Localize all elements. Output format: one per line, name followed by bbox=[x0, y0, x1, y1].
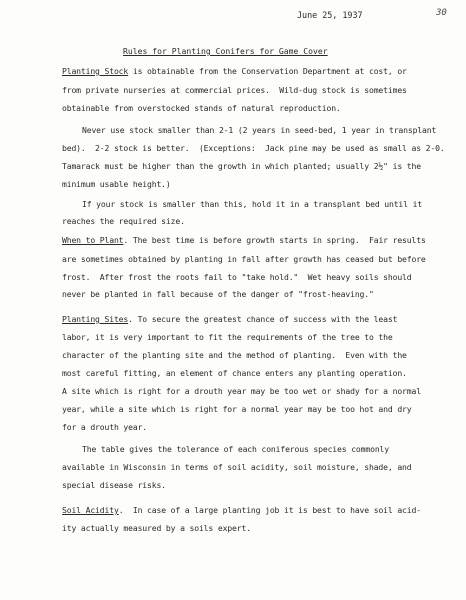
planting-stock-line-3: obtainable from overstocked stands of natural reproduction. bbox=[62, 103, 341, 113]
soil-acidity-line-2: ity actually measured by a soils expert. bbox=[62, 523, 251, 533]
table-note-line-3: special disease risks. bbox=[62, 480, 166, 490]
document-date: June 25, 1937 bbox=[297, 10, 363, 20]
when-to-plant-line-2: are sometimes obtained by planting in fall after growth has ceased but before bbox=[62, 254, 426, 264]
never-use-line-4: minimum usable height.) bbox=[62, 179, 171, 189]
planting-stock-heading: Planting Stock bbox=[62, 66, 129, 76]
table-note-line-2: available in Wisconsin in terms of soil acidity, soil moisture, shade, and bbox=[62, 462, 412, 472]
soil-acidity-heading: Soil Acidity bbox=[62, 505, 119, 515]
planting-sites-line-5: A site which is right for a drouth year may be too wet or shady for a normal bbox=[62, 386, 421, 396]
planting-stock-line-1: Planting Stock is obtainable from the Conservation Department at cost, or bbox=[62, 66, 407, 76]
planting-stock-line-2: from private nurseries at commercial prices. Wild-dug stock is sometimes bbox=[62, 85, 407, 95]
planting-sites-heading: Planting Sites bbox=[62, 314, 129, 324]
soil-acidity-line-1: Soil Acidity. In case of a large planting job it is best to have soil acid- bbox=[62, 505, 421, 515]
when-to-plant-line-3: frost. After frost the roots fail to "take hold." Wet heavy soils should bbox=[62, 272, 412, 282]
never-use-line-1: Never use stock smaller than 2-1 (2 years in seed-bed, 1 year in transplant bbox=[82, 125, 437, 135]
if-smaller-line-1: If your stock is smaller than this, hold it in a transplant bed until it bbox=[82, 199, 423, 209]
planting-sites-line-3: character of the planting site and the method of planting. Even with the bbox=[62, 350, 407, 360]
document-title: Rules for Planting Conifers for Game Cover bbox=[123, 46, 328, 56]
planting-sites-line-7: for a drouth year. bbox=[62, 422, 148, 432]
never-use-line-3: Tamarack must be higher than the growth in which planted; usually 2½" is the bbox=[62, 161, 421, 171]
page-number: 30 bbox=[436, 8, 447, 18]
when-to-plant-line-1: When to Plant. The best time is before growth starts in spring. Fair results bbox=[62, 235, 426, 245]
never-use-line-2: bed). 2-2 stock is better. (Exceptions: Jack pine may be used as small as 2-0. bbox=[62, 143, 445, 153]
when-to-plant-line-4: never be planted in fall because of the danger of "frost-heaving." bbox=[62, 289, 374, 299]
planting-sites-line-6: year, while a site which is right for a normal year may be too hot and dry bbox=[62, 404, 412, 414]
table-note-line-1: The table gives the tolerance of each coniferous species commonly bbox=[82, 444, 389, 454]
planting-sites-line-1: Planting Sites. To secure the greatest chance of success with the least bbox=[62, 314, 398, 324]
planting-sites-line-2: labor, it is very important to fit the requirements of the tree to the bbox=[62, 332, 393, 342]
planting-sites-line-4: most careful fitting, an element of chance enters any planting operation. bbox=[62, 368, 407, 378]
when-to-plant-heading: When to Plant bbox=[62, 235, 124, 245]
if-smaller-line-2: reaches the required size. bbox=[62, 216, 185, 226]
